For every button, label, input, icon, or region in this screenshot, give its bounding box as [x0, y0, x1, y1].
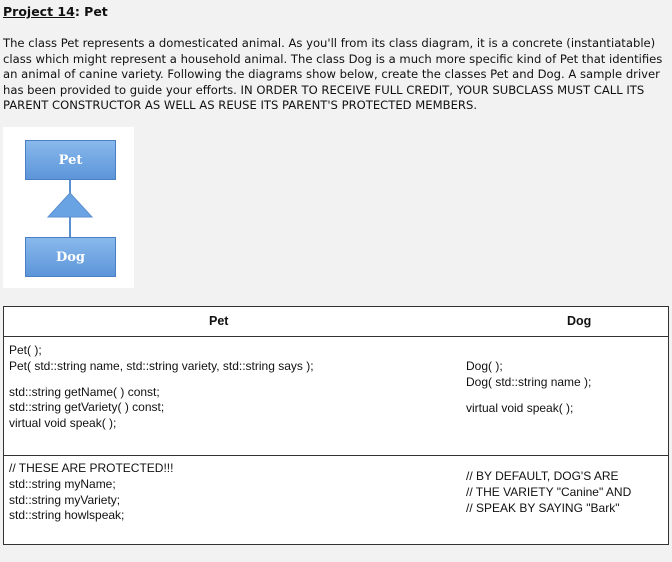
dog-note: // BY DEFAULT, DOG'S ARE: [466, 469, 619, 483]
dog-column-header: Dog: [567, 314, 592, 328]
dog-note: // SPEAK BY SAYING "Bark": [466, 500, 620, 515]
pet-method: std::string getName( ) const;: [9, 384, 160, 399]
dog-note: // THE VARIETY "Canine" AND: [466, 484, 632, 499]
pet-method: std::string getVariety( ) const;: [9, 400, 165, 415]
project-name: : Pet: [74, 4, 108, 19]
pet-member: std::string myName;: [9, 476, 116, 491]
intro-line: has been provided to guide your efforts. IN ORDER TO RECEIVE FULL CREDIT, YOUR SUBCLASS MUST CALL ITS: [3, 82, 645, 97]
pet-method: virtual void speak( );: [9, 416, 117, 431]
pet-methods-cell: [9, 343, 314, 432]
dog-method: virtual void speak( );: [466, 400, 574, 415]
intro-line: class which might represent a household animal. The class Dog is a much more specific kind of Pet that identifies: [3, 51, 663, 66]
pet-method: Pet( );: [9, 343, 42, 357]
intro-line: PARENT CONSTRUCTOR AS WELL AS REUSE ITS PARENT'S PROTECTED MEMBERS.: [3, 98, 478, 113]
project-number: Project 14: [3, 4, 75, 19]
pet-column-header: Pet: [209, 314, 229, 328]
dog-class-box: Dog: [25, 237, 116, 277]
pet-member: std::string howlspeak;: [9, 508, 125, 523]
pet-class-box: Pet: [25, 140, 116, 180]
section-divider: [4, 455, 668, 456]
header-divider: [4, 336, 668, 337]
pet-members-cell: [9, 461, 173, 524]
pet-method: Pet( std::string name, std::string variety, std::string says );: [9, 358, 314, 373]
pet-member: std::string myVariety;: [9, 492, 121, 507]
dog-method: Dog( std::string name );: [466, 374, 592, 389]
pet-member: // THESE ARE PROTECTED!!!: [9, 461, 174, 475]
dog-methods-cell: [466, 359, 591, 416]
class-diagram: [3, 127, 134, 288]
page-title: [3, 4, 108, 19]
class-table: [3, 306, 669, 545]
dog-method: Dog( );: [466, 359, 503, 373]
intro-paragraph: [3, 36, 669, 114]
dog-notes-cell: [466, 469, 631, 516]
intro-line: an animal of canine variety. Following the diagrams show below, create the classes Pet and Dog. A sample driver: [3, 67, 660, 82]
intro-line: The class Pet represents a domesticated animal. As you'll from its class diagram, it is a concrete (instantiatable): [3, 36, 656, 50]
